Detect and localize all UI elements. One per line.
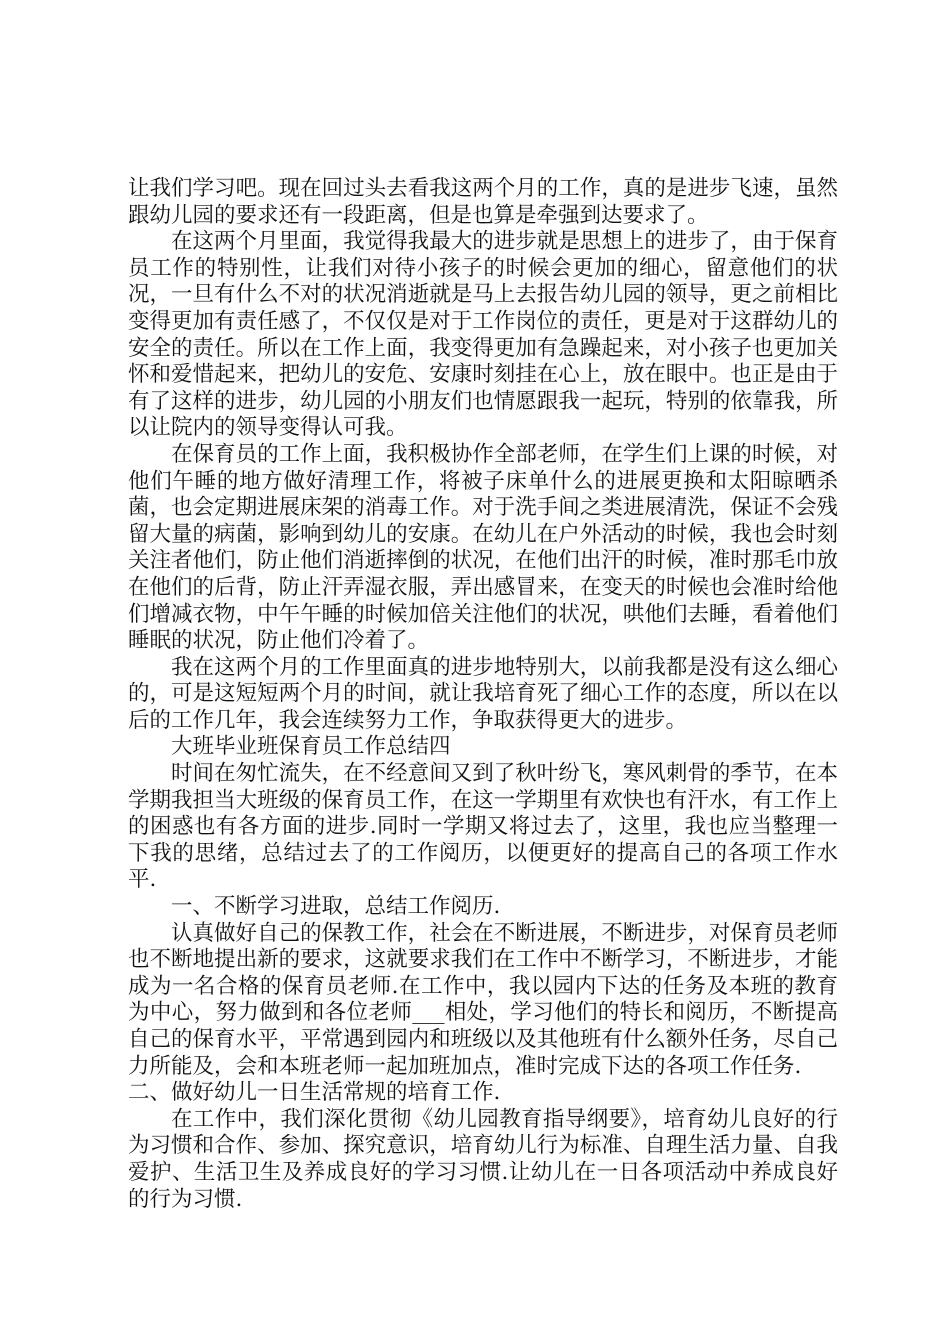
document-page	[128, 176, 838, 1213]
paragraph-learning-details: 认真做好自己的保教工作，社会在不断进展，不断进步，对保育员老师也不断地提出新的要求，这就要求我们在工作中不断学习，不断进步，才能成为一名合格的保育员老师.在工作中，我以园内下达的任务及本班的教育为中心，努力做到和各位老师___相处，学习他们的特长和阅历，不断提高自己的保育水平，平常遇到园内和班级以及其他班有什么额外任务，尽自己力所能及，会和本班老师一起加班加点，准时完成下达的各项工作任务.	[128, 920, 838, 1079]
paragraph-progress-thinking: 在这两个月里面，我觉得我最大的进步就是思想上的进步了，由于保育员工作的特别性，让我们对待小孩子的时候会更加的细心，留意他们的状况，一旦有什么不对的状况消逝就是马上去报告幼儿园的领导，更之前相比变得更加有责任感了，不仅仅是对于工作岗位的责任，更是对于这群幼儿的安全的责任。所以在工作上面，我变得更加有急躁起来，对小孩子也更加关怀和爱惜起来，把幼儿的安危、安康时刻挂在心上，放在眼中。也正是由于有了这样的进步，幼儿园的小朋友们也情愿跟我一起玩，特别的依靠我，所以让院内的领导变得认可我。	[128, 229, 838, 441]
section-title-summary-four: 大班毕业班保育员工作总结四	[171, 734, 451, 760]
subheading-continuous-learning: 一、不断学习进取，总结工作阅历.	[171, 894, 501, 920]
paragraph-cleaning-duties: 在保育员的工作上面，我积极协作全部老师，在学生们上课的时候，对他们午睡的地方做好清理工作，将被子床单什么的进展更换和太阳晾晒杀菌，也会定期进展床架的消毒工作。对于洗手间之类进展清洗，保证不会残留大量的病菌，影响到幼儿的安康。在幼儿在户外活动的时候，我也会时刻关注者他们，防止他们消逝摔倒的状况，在他们出汗的时候，准时那毛巾放在他们的后背，防止汗弄湿衣服，弄出感冒来，在变天的时候也会准时给他们增减衣物，中午午睡的时候加倍关注他们的状况，哄他们去睡，看着他们睡眠的状况，防止他们冷着了。	[128, 441, 838, 654]
paragraph-closing-reflection: 我在这两个月的工作里面真的进步地特别大，以前我都是没有这么细心的，可是这短短两个月的时间，就让我培育死了细心工作的态度，所以在以后的工作几年，我会连续努力工作，争取获得更大的进步。	[128, 654, 838, 733]
paragraph-semester-intro: 时间在匆忙流失，在不经意间又到了秋叶纷飞，寒风刺骨的季节，在本学期我担当大班级的保育员工作，在这一学期里有欢快也有汗水，有工作上的困惑也有各方面的进步.同时一学期又将过去了，这里，我也应当整理一下我的思绪，总结过去了的工作阅历，以便更好的提高自己的各项工作水平.	[128, 761, 838, 893]
paragraph-intro-continuation: 让我们学习吧。现在回过头去看我这两个月的工作，真的是进步飞速，虽然跟幼儿园的要求还有一段距离，但是也算是牵强到达要求了。	[128, 176, 838, 228]
subheading-daily-routine: 二、做好幼儿一日生活常规的培育工作.	[128, 1080, 501, 1106]
paragraph-routine-details: 在工作中，我们深化贯彻《幼儿园教育指导纲要》，培育幼儿良好的行为习惯和合作、参加、探究意识，培育幼儿行为标准、自理生活力量、自我爱护、生活卫生及养成良好的学习习惯.让幼儿在一日各项活动中养成良好的行为习惯.	[128, 1106, 838, 1212]
